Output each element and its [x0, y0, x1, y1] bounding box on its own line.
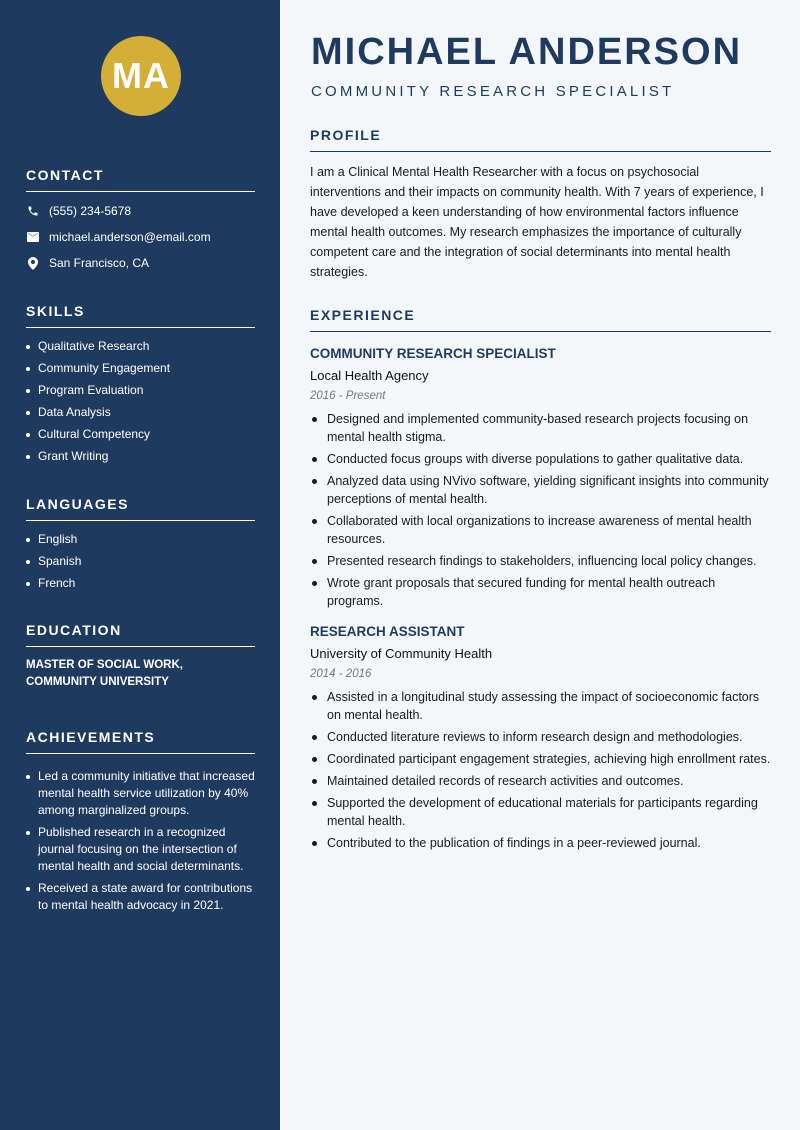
job-bullet: Presented research findings to stakeholders, influencing local policy changes.	[310, 552, 771, 570]
contact-section	[26, 167, 255, 276]
achievement-item: Led a community initiative that increased mental health service utilization by 40% among marginalized groups.	[26, 768, 255, 819]
job-org: University of Community Health	[310, 646, 493, 661]
avatar: MA	[101, 36, 181, 116]
achievements-section	[26, 729, 255, 919]
language-item: French	[26, 575, 255, 592]
job-bullet: Conducted focus groups with diverse populations to gather qualitative data.	[310, 450, 771, 468]
email-icon	[26, 230, 40, 244]
skill-item: Cultural Competency	[26, 426, 255, 443]
job-bullet: Supported the development of educational materials for participants regarding mental health.	[310, 794, 771, 830]
experience-heading: EXPERIENCE	[310, 307, 771, 332]
education-heading: EDUCATION	[26, 622, 255, 647]
phone-text: (555) 234-5678	[49, 204, 132, 218]
education-degree	[26, 657, 255, 691]
candidate-name: MICHAEL ANDERSON	[311, 31, 743, 73]
skill-item: Program Evaluation	[26, 382, 255, 399]
job-dates: 2014 - 2016	[310, 668, 372, 680]
job-title: COMMUNITY RESEARCH SPECIALIST	[310, 346, 556, 361]
contact-phone	[26, 198, 255, 224]
phone-icon	[26, 204, 40, 218]
experience-section	[310, 307, 771, 856]
contact-email	[26, 224, 255, 250]
skill-item: Grant Writing	[26, 448, 255, 465]
skills-heading: SKILLS	[26, 303, 255, 328]
achievement-item: Received a state award for contributions to mental health advocacy in 2021.	[26, 880, 255, 914]
email-text: michael.anderson@email.com	[49, 230, 211, 244]
skill-item: Data Analysis	[26, 404, 255, 421]
education-section	[26, 622, 255, 691]
education-line-1: MASTER OF SOCIAL WORK,	[26, 659, 183, 671]
skill-item: Qualitative Research	[26, 338, 255, 355]
job-bullet: Designed and implemented community-based research projects focusing on mental health stigma.	[310, 410, 771, 446]
job-bullet: Collaborated with local organizations to increase awareness of mental health resources.	[310, 512, 771, 548]
job-bullet: Coordinated participant engagement strategies, achieving high enrollment rates.	[310, 750, 771, 768]
job-dates: 2016 - Present	[310, 390, 386, 402]
profile-heading: PROFILE	[310, 127, 771, 152]
job-bullet: Maintained detailed records of research activities and outcomes.	[310, 772, 771, 790]
language-item: Spanish	[26, 553, 255, 570]
location-text: San Francisco, CA	[49, 256, 150, 270]
skills-section	[26, 303, 255, 470]
job-bullet: Analyzed data using NVivo software, yielding significant insights into community perceptions of mental health.	[310, 472, 771, 508]
job-bullet: Wrote grant proposals that secured funding for mental health outreach programs.	[310, 574, 771, 610]
profile-text: I am a Clinical Mental Health Researcher with a focus on psychosocial interventions and their impacts on community health. With 7 years of experience, I have developed a keen understanding of how environmental factors influence mental health outcomes. My research emphasizes the importance of culturally competent care and the integration of social determinants into mental health strategies.	[310, 165, 764, 279]
achievements-heading: ACHIEVEMENTS	[26, 729, 255, 754]
contact-heading: CONTACT	[26, 167, 255, 192]
job-title: RESEARCH ASSISTANT	[310, 624, 465, 639]
achievement-item: Published research in a recognized journal focusing on the intersection of mental health and social determinants.	[26, 824, 255, 875]
sidebar	[0, 0, 280, 1130]
location-pin-icon	[26, 256, 40, 270]
candidate-title: COMMUNITY RESEARCH SPECIALIST	[311, 83, 675, 100]
contact-location	[26, 250, 255, 276]
language-item: English	[26, 531, 255, 548]
skill-item: Community Engagement	[26, 360, 255, 377]
profile-section	[310, 127, 771, 282]
job-bullet: Conducted literature reviews to inform research design and methodologies.	[310, 728, 771, 746]
languages-section	[26, 496, 255, 597]
main-content	[280, 0, 800, 1130]
job-entry	[310, 346, 771, 610]
job-bullet: Contributed to the publication of findings in a peer-reviewed journal.	[310, 834, 771, 852]
education-line-2: COMMUNITY UNIVERSITY	[26, 676, 169, 688]
job-bullet: Assisted in a longitudinal study assessing the impact of socioeconomic factors on mental health.	[310, 688, 771, 724]
job-org: Local Health Agency	[310, 368, 429, 383]
languages-heading: LANGUAGES	[26, 496, 255, 521]
job-entry	[310, 624, 771, 852]
